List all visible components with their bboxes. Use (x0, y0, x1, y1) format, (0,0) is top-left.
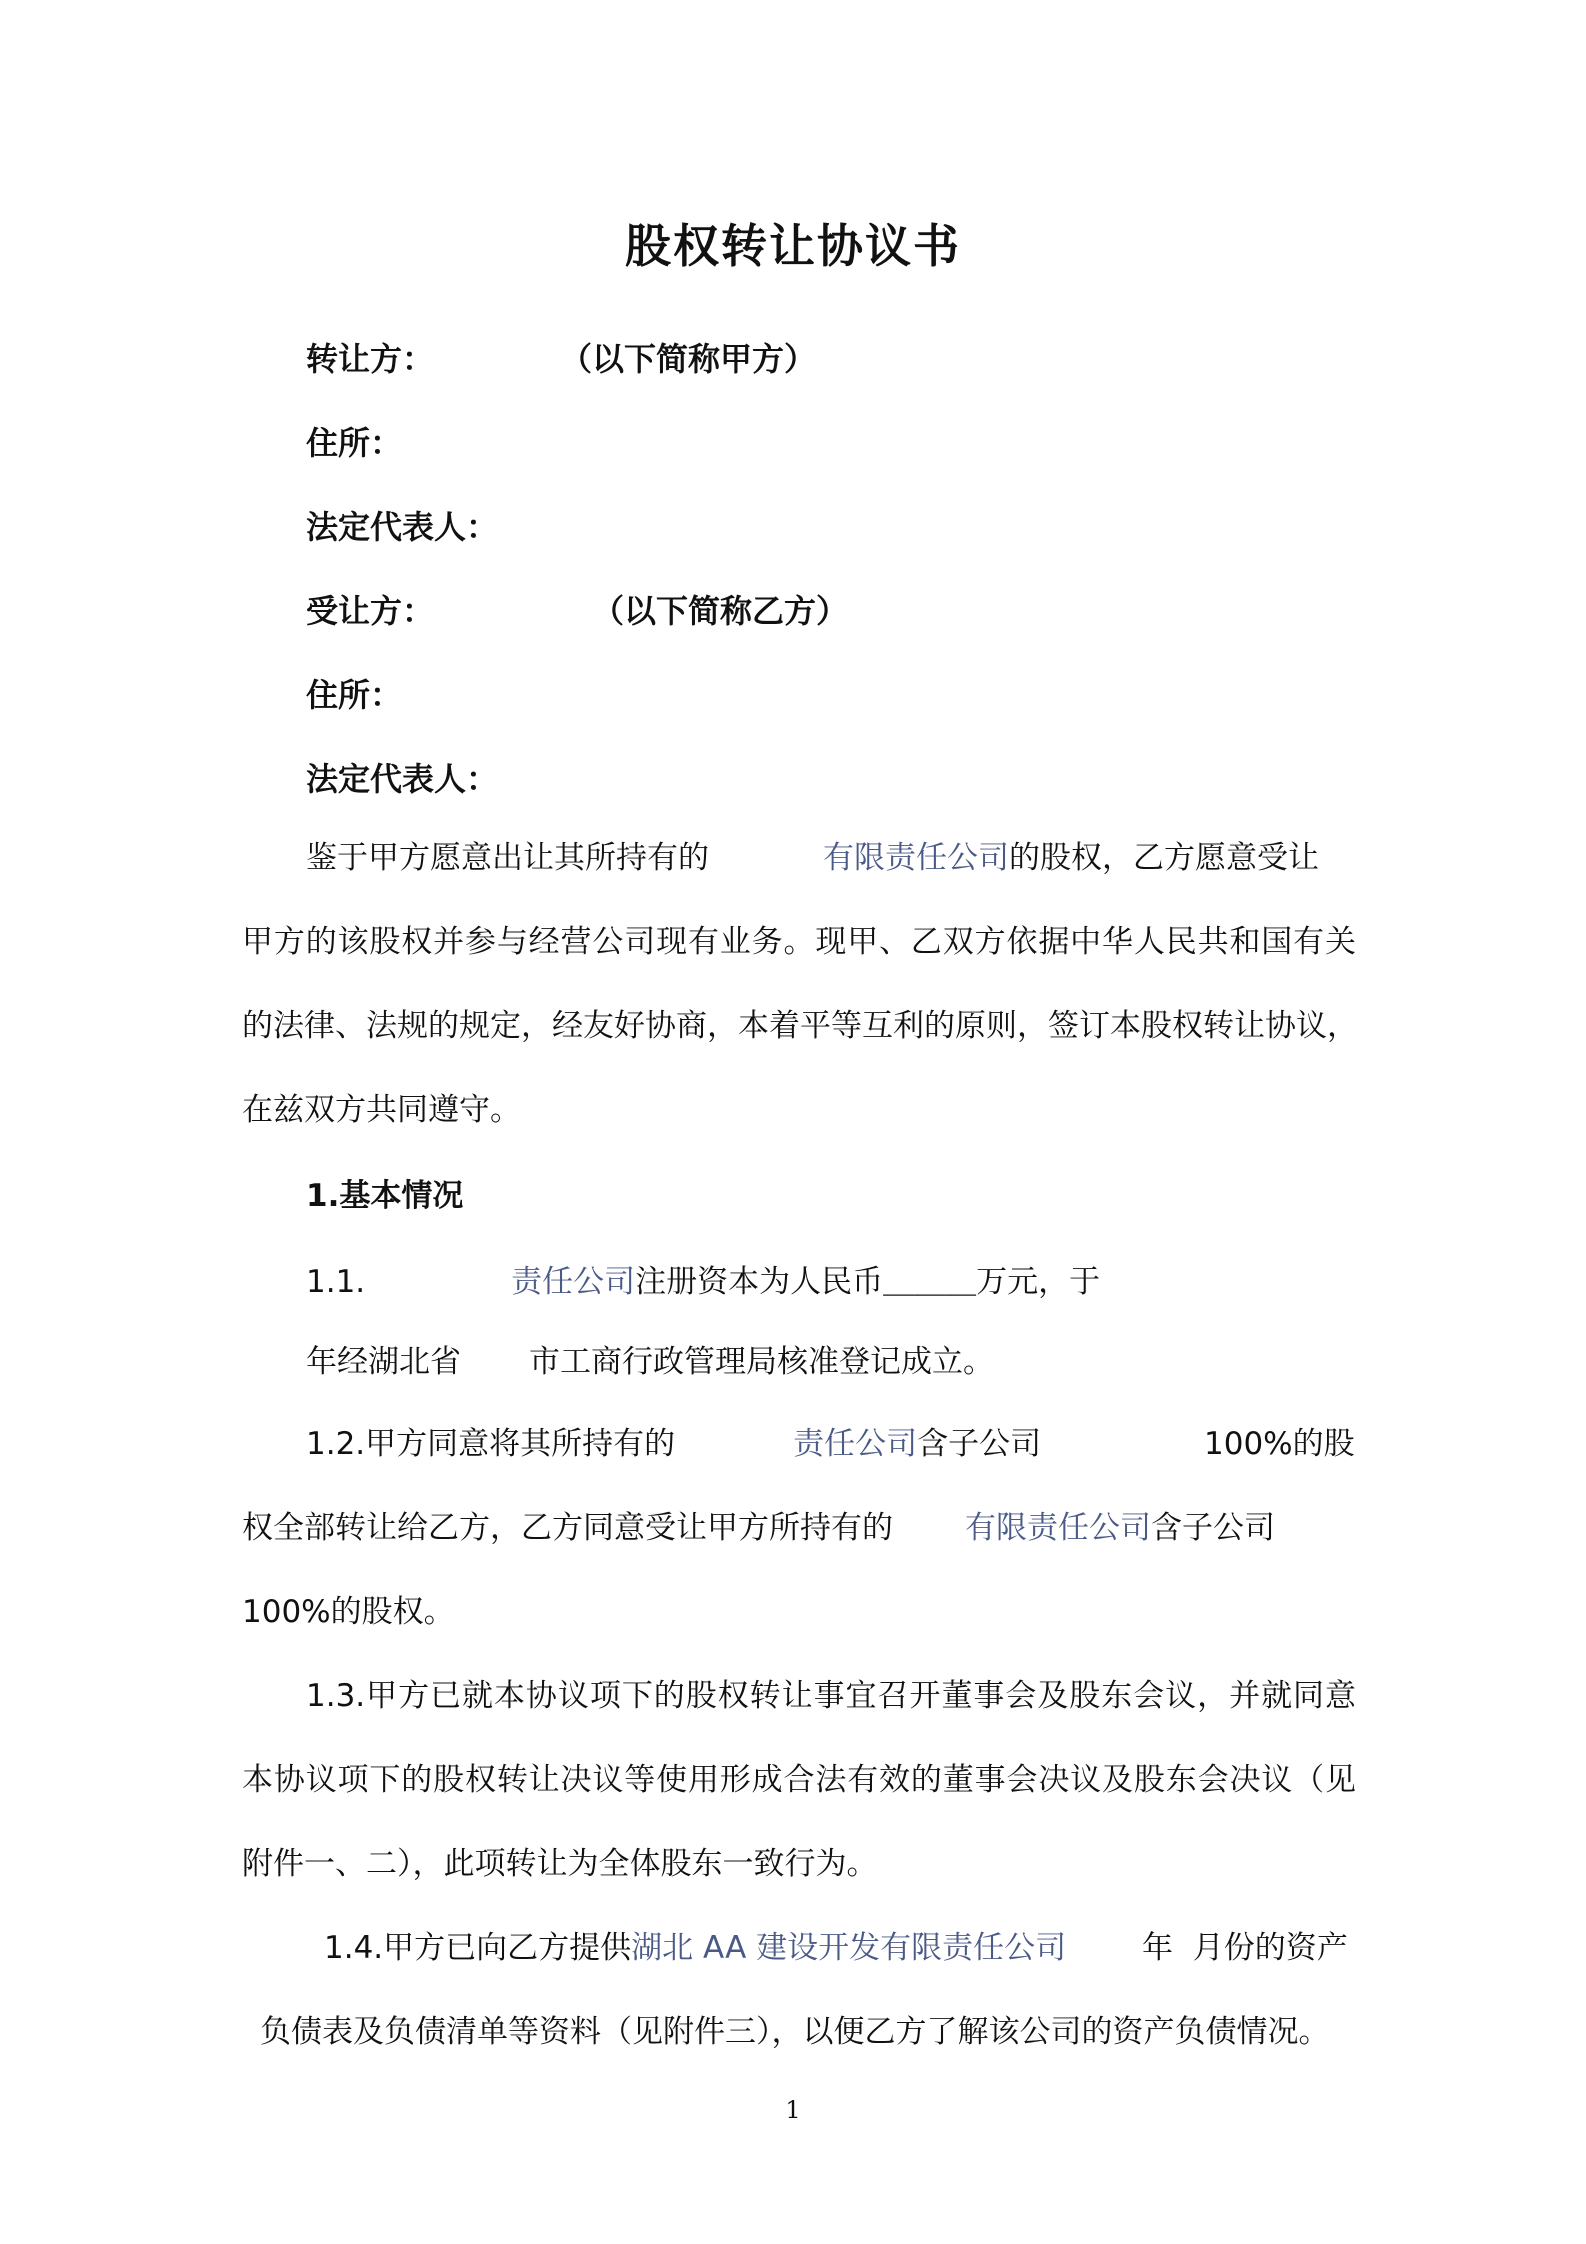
company-name: 责任公司 (511, 1264, 636, 1300)
transferor-label: 转让方： (306, 340, 435, 378)
company-name: 责任公司 (793, 1426, 918, 1462)
clause-text: 含子公司 (1151, 1510, 1275, 1546)
clause-text: 年经湖北省 (306, 1344, 461, 1380)
clause-1-1-line-1 (306, 1262, 1100, 1302)
transferee-rep-label: 法定代表人： (306, 760, 499, 798)
company-name: 有限责任公司 (823, 840, 1009, 876)
clause-text: 1.2.甲方同意将其所持有的 (306, 1426, 676, 1462)
section-1-heading: 1.基本情况 (306, 1178, 464, 1214)
transferor-rep-label: 法定代表人： (306, 508, 499, 546)
clause-1-2-line-1 (306, 1424, 1041, 1464)
clause-1-2-line-3: 100%的股权。 (242, 1594, 455, 1630)
clause-text: 注册资本为人民币＿＿＿万元，于 (635, 1264, 1101, 1300)
clause-1-4-line-1 (324, 1928, 1066, 1968)
company-name: 有限责任公司 (965, 1510, 1151, 1546)
clause-1-3-line-1: 1.3.甲方已就本协议项下的股权转让事宜召开董事会及股东会议，并就同意 (306, 1678, 1356, 1714)
clause-1-4-date: 年 月份的资产 (1142, 1930, 1348, 1966)
transferor-note: （以下简称甲方） (560, 340, 817, 378)
document-title: 股权转让协议书 (625, 219, 961, 273)
transferor-address-label: 住所： (306, 424, 403, 462)
preamble-line-2: 甲方的该股权并参与经营公司现有业务。现甲、乙双方依据中华人民共和国有关 (242, 924, 1356, 960)
transferee-label: 受让方： (306, 592, 435, 630)
clause-1-2-line-2 (242, 1508, 1275, 1548)
page-number: 1 (785, 2096, 801, 2124)
clause-text: 含子公司 (917, 1426, 1042, 1462)
clause-1-3-line-3: 附件一、二），此项转让为全体股东一致行为。 (242, 1846, 878, 1882)
clause-1-3-line-2: 本协议项下的股权转让决议等使用形成合法有效的董事会决议及股东会决议（见 (242, 1762, 1356, 1798)
transferee-address-label: 住所： (306, 676, 403, 714)
preamble-text: 鉴于甲方愿意出让其所持有的 (306, 840, 709, 876)
clause-1-4-line-2: 负债表及负债清单等资料（见附件三），以便乙方了解该公司的资产负债情况。 (260, 2014, 1330, 2050)
clause-text: 1.4.甲方已向乙方提供 (324, 1930, 632, 1966)
company-name: 湖北 AA 建设开发有限责任公司 (631, 1930, 1067, 1966)
clause-1-1-line-2 (306, 1342, 994, 1382)
preamble-text: 的股权，乙方愿意受让 (1009, 840, 1319, 876)
preamble-line-3: 的法律、法规的规定，经友好协商，本着平等互利的原则，签订本股权转让协议， (242, 1008, 1358, 1044)
preamble-line-4: 在兹双方共同遵守。 (242, 1092, 521, 1128)
clause-text: 权全部转让给乙方，乙方同意受让甲方所持有的 (242, 1510, 893, 1546)
clause-1-2-percent: 100%的股 (1204, 1426, 1355, 1462)
clause-text: 市工商行政管理局核准登记成立。 (529, 1344, 994, 1380)
preamble-line-1 (306, 838, 1319, 878)
clause-number: 1.1. (306, 1264, 366, 1300)
transferee-note: （以下简称乙方） (592, 592, 849, 630)
